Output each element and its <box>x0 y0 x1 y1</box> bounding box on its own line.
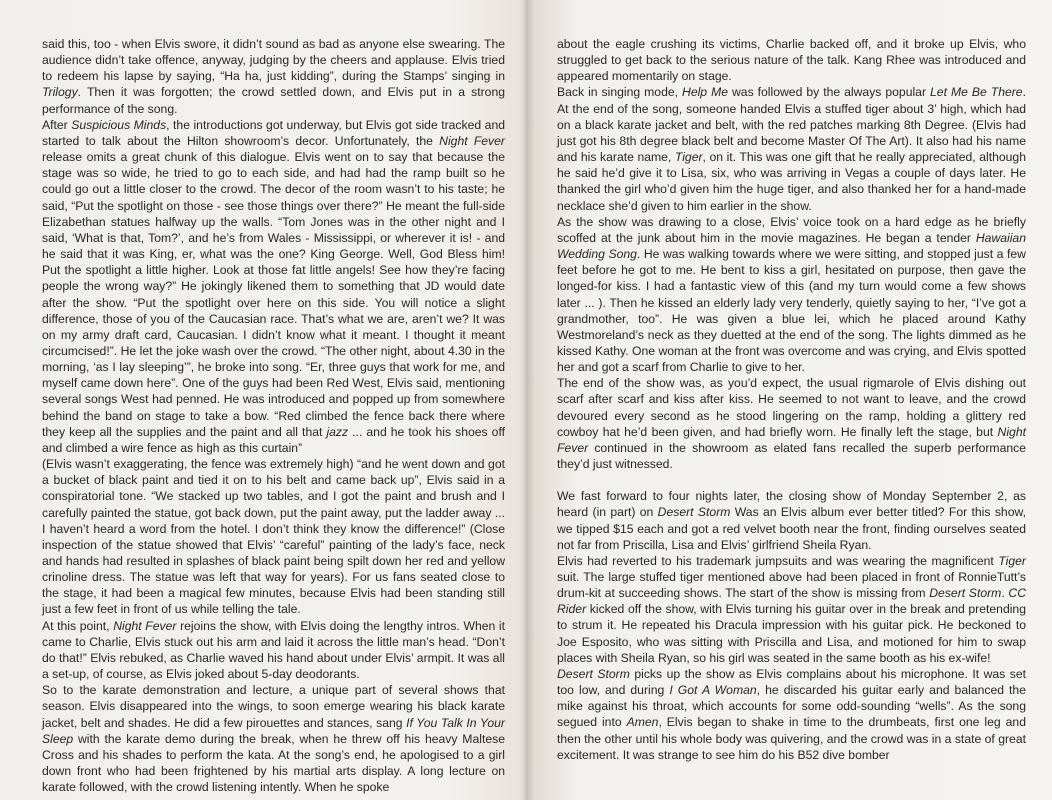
text-run: suit. The large stuffed tiger mentioned above had been placed in front of RonnieTutt’s drum-kit at succeeding shows. The start of the show is missing from <box>557 570 1026 601</box>
text-run: As the show was drawing to a close, Elvis’ voice took on a hard edge as he briefly scoffed at the junk about him in the movie magazines. He began a tender <box>557 214 1026 245</box>
text-run: continued in the showroom as elated fans recalled the superb performance they’d just witnessed. <box>557 440 1026 472</box>
italic-title: Night Fever <box>113 618 177 633</box>
text-run: ... and he took his shoes off and climbed a wire fence as high as this curtain” <box>42 424 505 455</box>
paragraph-gap <box>557 472 1026 488</box>
text-run: release omits a great chunk of this dialogue. Elvis went on to say that because the stage was so wide, he tried to go to each side, and had had the ramp built so he could go out a little closer to the crowd. The decor of the room wasn’t to his taste; he said, “Put the spotlight on those - see those things over there?” He meant the full-side Elizabethan statues halfway up the walls. “Tom Jones was in the other night and I said, ‘What is that, Tom?’, and he’s from Wales - Mississippi, or wherever it is! - and he said that it was King, er, what was the one? King George. Well, God Bless him! Put the spotlight a little higher. Look at those fat little angels! See how they’re facing people the wrong way?” He jokingly likened them to something that JD would date after the show. “Put the spotlight over here on this side. You will notice a slight difference, those of you of the Caucasian race. That’s what we are, aren’t we? It was on my army draft card, Caucasian. I didn’t know what it meant. I thought it meant circumcised!”. He let the joke wash over the crowd. “The other night, about 4.30 in the morning, ‘as I lay sleeping’”, he broke into song. “Er, three guys that work for me, and myself came down here”. One of the guys had been Red West, Elvis said, mentioning several songs West had penned. He was introduced and popped up from somewhere behind the band on stage to take a bow. “Red climbed the fence back there where they keep all the supplies and the paint and all that <box>42 150 505 439</box>
text-run: , on it. This was one gift that he really appreciated, although he said he’d give it to Lisa, six, who was arriving in Vegas a couple of days later. He thanked the girl who’d given him the huge tiger, and also thanked her for a hand-made necklace she’d given to him earlier in the show. <box>557 150 1026 213</box>
paragraph <box>42 36 505 117</box>
italic-title: Tiger <box>998 553 1026 568</box>
text-run: , Elvis began to shake in time to the drumbeats, first one leg and then the other until his whole body was quivering, and the crowd was in a state of great excitement. It was strange to see him do his B52 dive bomber <box>557 715 1026 762</box>
right-page-text <box>557 36 1026 763</box>
text-run: The end of the show was, as you’d expect, the usual rigmarole of Elvis dishing out scarf after scarf and kiss after kiss. He seemed to not want to leave, and the crowd devoured every second as he stood lingering on the ramp, holding a glittery red cowboy hat he’d been given, and had briefly worn. He finally left the stage, but <box>557 376 1026 439</box>
paragraph <box>557 553 1026 666</box>
text-run: said this, too - when Elvis swore, it didn’t sound as bad as anyone else swearing. The audience didn’t take offence, anyway, judging by the cheers and applause. Elvis tried to redeem his lapse by saying, “Ha ha, just kidding”, during the Stamps’ singing in <box>42 37 505 84</box>
text-run: rejoins the show, with Elvis doing the lengthy intros. When it came to Charlie, Elvis stuck out his arm and laid it across the little man’s head. “Don’t do that!” Elvis rebuked, as Charlie waved his hand about under Elvis’ armpit. It was all a set-up, of course, as Elvis joked about 5-day deodorants. <box>42 618 506 682</box>
paragraph <box>557 375 1026 472</box>
italic-title: Night Fever <box>557 424 1026 455</box>
italic-title: I Got A Woman <box>669 683 757 698</box>
paragraph <box>42 117 505 456</box>
paragraph <box>557 488 1026 553</box>
text-run: After <box>42 117 72 132</box>
italic-title: Suspicious Minds <box>71 117 167 132</box>
text-run: was followed by the always popular <box>728 85 931 100</box>
italic-title: Amen <box>626 715 659 730</box>
text-run: , the introductions got underway, but Elvis got side tracked and started to talk about the Hilton showroom’s decor. Unfortunately, the <box>42 117 505 148</box>
italic-title: CC Rider <box>557 586 1026 617</box>
paragraph <box>42 682 505 795</box>
text-run: about the eagle crushing its victims, Charlie backed off, and it broke up Elvis, who struggled to get back to the serious nature of the talk. Kang Rhee was introduced and appeared momentarily on stage. <box>557 37 1026 84</box>
text-run: So to the karate demonstration and lecture, a unique part of several shows that season. Elvis disappeared into the wings, to soon emerge wearing his black karate jacket, belt and shades. He did a few pirouettes and stances, sang <box>42 683 505 730</box>
italic-title: Hawaiian Wedding Song <box>557 230 1026 262</box>
text-run: . At the end of the song, someone handed Elvis a stuffed tiger about 3’ high, which had on a black karate jacket and belt, with the red patches marking 8th Degree. (Elvis had just got his 8th degree black belt and become Master Of The Art). It also had his name and his karate name, <box>557 85 1026 165</box>
text-run: picks up the show as Elvis complains about his microphone. It was set too low, and during <box>557 666 1026 698</box>
italic-title: Desert Storm <box>929 586 1002 601</box>
text-run: . <box>1001 586 1009 601</box>
paragraph <box>42 618 505 683</box>
paragraph <box>557 36 1026 84</box>
paragraph <box>42 456 505 618</box>
italic-title: Trilogy <box>42 85 78 100</box>
text-run: . Then it was forgotten; the crowd settled down, and Elvis put in a strong performance of the song. <box>42 85 505 116</box>
italic-title: Help Me <box>682 85 728 100</box>
italic-title: Let Me Be There <box>930 85 1023 100</box>
italic-title: If You Talk In Your Sleep <box>42 715 505 746</box>
italic-title: Night Fever <box>439 133 505 148</box>
text-run: Elvis had reverted to his trademark jumpsuits and was wearing the magnificent <box>557 553 999 568</box>
text-run: At this point, <box>42 618 114 633</box>
text-run: , he discarded his guitar early and balanced the mike against his throat, which accounts for some odd-sounding “wells”. As the song segued into <box>557 683 1026 730</box>
italic-title: Tiger <box>674 150 703 165</box>
right-page <box>525 0 1052 800</box>
paragraph <box>557 84 1026 213</box>
italic-title: jazz <box>326 424 349 439</box>
text-run: with the karate demo during the break, when he threw off his heavy Maltese Cross and his shades to perform the kata. At the song’s end, he apologised to a girl down front who had been frightened by his martial arts display. A long lecture on karate followed, with the crowd listening intently. When he spoke <box>42 731 505 795</box>
italic-title: Desert Storm <box>657 505 731 520</box>
text-run: . He was walking towards where we were sitting, and stopped just a few feet before he got to me. He bent to kiss a girl, hesitated on purpose, then gave the longed-for kiss. I had a fantastic view of this (and my turn would come a few shows later ... ). Then he kissed an elderly lady very tenderly, quietly saying to her, “I’ve got a grandmother, too”. He was given a blue lei, which he placed around Kathy Westmoreland’s neck as they duetted at the end of the song. The lights dimmed as he kissed Kathy. One woman at the front was overcome and was crying, and Elvis spotted her and got a scarf from Charlie to give to her. <box>557 247 1026 375</box>
paragraph <box>557 214 1026 376</box>
text-run: (Elvis wasn’t exaggerating, the fence was extremely high) “and he went down and got a bucket of black paint and tied it on to his belt and came back up”, Elvis said in a conspiratorial tone. “We stacked up two tables, and I got the paint and brush and I carefully painted the statue, got back down, put the paint away, put the ladder away ... I haven’t heard a word from the hotel. I don’t think they know the difference!” (Close inspection of the statue showed that Elvis’ “careful” painting of the lady’s face, neck and hands had resulted in splashes of black paint being spilt down her red and yellow crinoline dress. The statue was left that way for years). For us fans seated close to the stage, it had been a magical few minutes, because Elvis had been standing still just a few feet in front of us while telling the tale. <box>42 457 505 617</box>
left-page <box>0 0 525 800</box>
paragraph <box>557 666 1026 763</box>
text-run: kicked off the show, with Elvis turning his guitar over in the break and pretending to strum it. He repeated his Dracula impression with his guitar pick. He beckoned to Joe Esposito, who was sitting with Priscilla and Lisa, and motioned for him to swap places with Sheila Ryan, so his girl was seated in the same booth as his ex-wife! <box>557 602 1026 665</box>
text-run: We fast forward to four nights later, the closing show of Monday September 2, as heard (in part) on <box>557 489 1026 520</box>
left-page-text <box>42 36 505 795</box>
text-run: Was an Elvis album ever better titled? For this show, we tipped $15 each and got a red velvet booth near the front, finding ourselves seated not far from Priscilla, Lisa and Elvis’ girlfriend Sheila Ryan. <box>557 505 1026 552</box>
italic-title: Desert Storm <box>557 666 630 681</box>
text-run: Back in singing mode, <box>557 85 683 100</box>
